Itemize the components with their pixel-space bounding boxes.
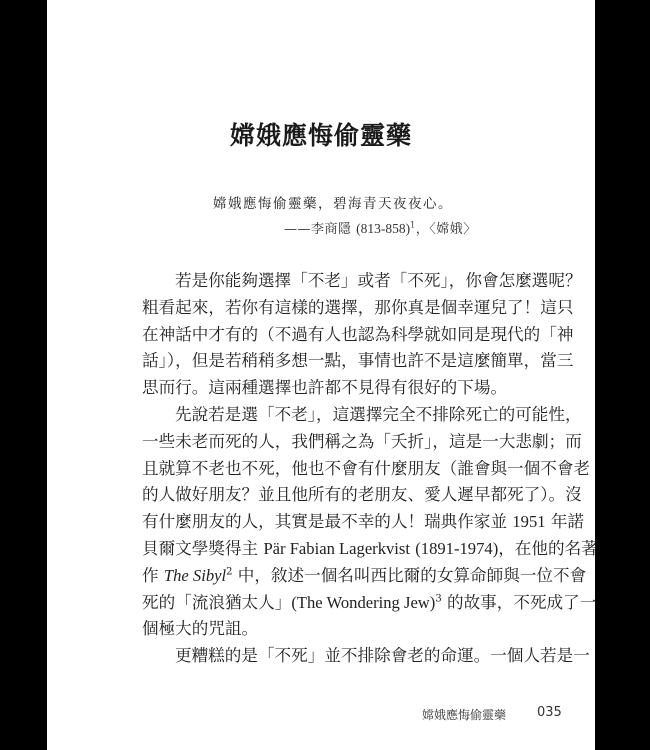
footnote-ref[interactable]: 2 bbox=[226, 566, 233, 578]
epigraph-attribution bbox=[284, 218, 477, 237]
attribution-author: 李商隱 bbox=[311, 222, 352, 237]
text-line: 思而行。這兩種選擇也許都不見得有很好的下場。 bbox=[142, 378, 508, 398]
attribution-work: 〈嫦娥〉 bbox=[429, 222, 477, 237]
author-name: Pär Fabian Lagerkvist bbox=[263, 538, 410, 558]
attribution-dash: —— bbox=[284, 222, 311, 237]
text-line: 若是你能夠選擇「不老」或者「不死」，你會怎麼選呢？ bbox=[175, 271, 582, 290]
body-text bbox=[142, 268, 598, 670]
text-line: 的人做好朋友？並且他所有的老朋友、愛人遲早都死了）。沒 bbox=[142, 485, 582, 505]
text-segment: 中，敘述一個名叫西比爾的女算命師與一位不會 bbox=[237, 565, 587, 585]
text-segment: ，在他的名著 bbox=[498, 538, 598, 558]
footnote-ref[interactable]: 1 bbox=[410, 220, 416, 230]
text-segment: 貝爾文學獎得主 bbox=[142, 538, 259, 558]
text-line: 話」），但是若稍稍多想一點，事情也許不是這麼簡單，當三 bbox=[142, 351, 574, 371]
text-line bbox=[142, 590, 597, 617]
text-line: 粗看起來，若你有這樣的選擇，那你真是個幸運兒了！這只 bbox=[142, 297, 574, 317]
attribution-years: (813-858) bbox=[356, 221, 411, 236]
text-line: 一些未老而死的人，我們稱之為「夭折」，這是一大悲劇；而 bbox=[142, 431, 582, 451]
text-line: 更糟糕的是「不死」並不排除會老的命運。一個人若是一 bbox=[175, 646, 590, 666]
epigraph-quote: 嫦娥應悔偷靈藥，碧海青天夜夜心。 bbox=[213, 196, 453, 212]
book-title: The Sibyl bbox=[163, 565, 227, 585]
text-segment: 年諾 bbox=[550, 512, 584, 532]
text-line bbox=[142, 563, 587, 590]
attribution-separator: ， bbox=[415, 222, 430, 237]
running-title: 嫦娥應悔偷靈藥 bbox=[422, 708, 507, 722]
page-number: 035 bbox=[537, 705, 562, 720]
text-line: 且就算不老也不死，他也不會有什麼朋友（誰會與一個不會老 bbox=[142, 458, 591, 478]
paragraph-3 bbox=[142, 643, 590, 670]
text-line bbox=[142, 509, 584, 536]
text-segment: 死的「流浪猶太人」 bbox=[142, 592, 292, 612]
text-segment: 作 bbox=[142, 565, 159, 585]
text-line: 在神話中才有的（不過有人也認為科學就如同是現代的「神 bbox=[142, 324, 574, 344]
text-segment: 的故事，不死成了一 bbox=[446, 592, 597, 612]
wandering-jew: (The Wondering Jew) bbox=[291, 592, 436, 612]
book-page bbox=[47, 0, 598, 750]
text-line bbox=[142, 536, 598, 563]
chapter-title: 嫦娥應悔偷靈藥 bbox=[229, 121, 412, 150]
nobel-year: 1951 bbox=[512, 512, 546, 532]
text-line: 先說若是選「不老」，這選擇完全不排除死亡的可能性， bbox=[175, 404, 582, 424]
text-line: 個極大的咒詛。 bbox=[142, 619, 259, 639]
author-years: (1891-1974) bbox=[415, 538, 499, 558]
footnote-ref[interactable]: 3 bbox=[435, 593, 442, 605]
paragraph-2 bbox=[142, 402, 598, 643]
paragraph-1 bbox=[142, 268, 582, 402]
text-segment: 有什麼朋友的人，其實是最不幸的人！瑞典作家並 bbox=[142, 512, 508, 532]
